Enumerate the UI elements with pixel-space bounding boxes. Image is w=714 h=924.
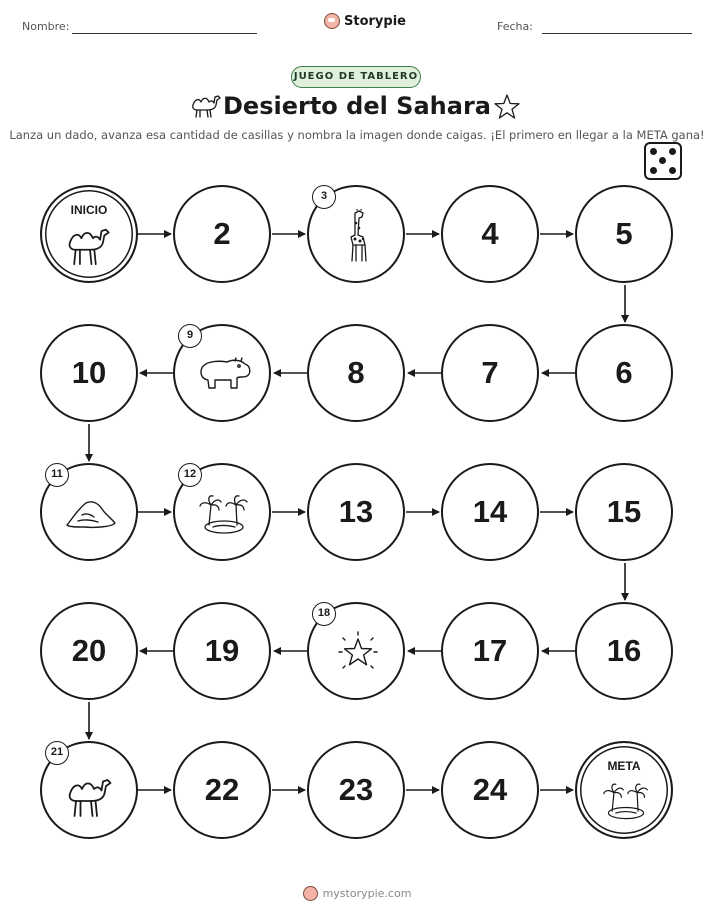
square-7[interactable]: 7 <box>441 324 539 422</box>
storypie-logo-icon <box>303 886 318 901</box>
category-tag: JUEGO DE TABLERO <box>291 66 421 88</box>
name-label: Nombre: <box>22 20 70 33</box>
square-12[interactable] <box>173 463 271 561</box>
square-4[interactable]: 4 <box>441 185 539 283</box>
square-23[interactable]: 23 <box>307 741 405 839</box>
camel-icon <box>64 771 118 819</box>
square-13[interactable]: 13 <box>307 463 405 561</box>
square-6[interactable]: 6 <box>575 324 673 422</box>
goal-square[interactable] <box>575 741 673 839</box>
square-11[interactable] <box>40 463 138 561</box>
oasis-icon <box>601 779 651 823</box>
square-2[interactable]: 2 <box>173 185 271 283</box>
hippo-icon <box>195 354 255 394</box>
date-label: Fecha: <box>497 20 533 33</box>
square-24[interactable]: 24 <box>441 741 539 839</box>
square-16[interactable]: 16 <box>575 602 673 700</box>
square-number-badge: 11 <box>45 463 69 487</box>
square-number-badge: 9 <box>178 324 202 348</box>
square-17[interactable]: 17 <box>441 602 539 700</box>
square-3[interactable] <box>307 185 405 283</box>
square-21[interactable] <box>40 741 138 839</box>
square-15[interactable]: 15 <box>575 463 673 561</box>
square-14[interactable]: 14 <box>441 463 539 561</box>
camel-icon <box>64 221 116 267</box>
brand-name: Storypie <box>344 13 406 29</box>
page-title: Desierto del Sahara <box>223 92 491 120</box>
sand-dune-icon <box>64 497 118 531</box>
square-22[interactable]: 22 <box>173 741 271 839</box>
square-9[interactable] <box>173 324 271 422</box>
square-number-badge: 3 <box>312 185 336 209</box>
square-5[interactable]: 5 <box>575 185 673 283</box>
start-label: INICIO <box>70 203 108 217</box>
start-square[interactable] <box>40 185 138 283</box>
square-19[interactable]: 19 <box>173 602 271 700</box>
instructions: Lanza un dado, avanza esa cantidad de casillas y nombra la imagen donde caigas. ¡El primero en llegar a la META gana! <box>9 128 705 142</box>
square-number-badge: 18 <box>312 602 336 626</box>
star-icon <box>335 630 381 676</box>
square-number-badge: 12 <box>178 463 202 487</box>
square-20[interactable]: 20 <box>40 602 138 700</box>
footer <box>0 886 714 901</box>
square-18[interactable] <box>307 602 405 700</box>
square-10[interactable]: 10 <box>40 324 138 422</box>
square-number-badge: 21 <box>45 741 69 765</box>
giraffe-icon <box>341 209 375 265</box>
footer-site[interactable]: mystorypie.com <box>322 887 412 900</box>
goal-label: META <box>607 759 641 773</box>
oasis-icon <box>197 491 251 537</box>
square-8[interactable]: 8 <box>307 324 405 422</box>
